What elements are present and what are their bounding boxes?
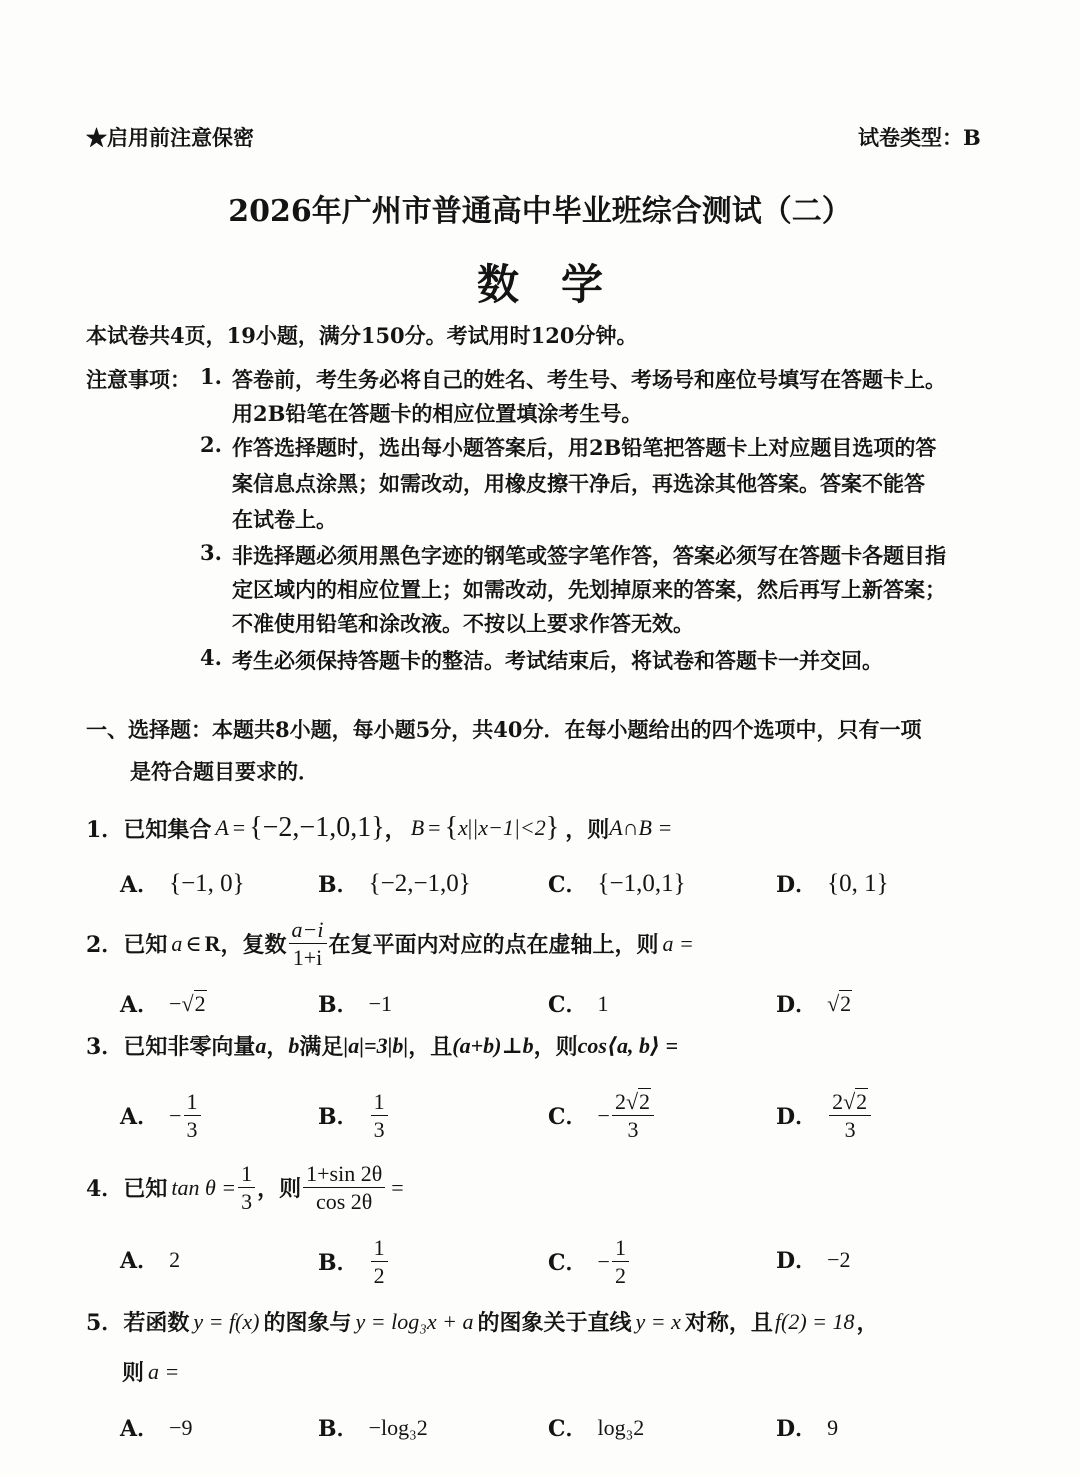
question-1-option-c[interactable] xyxy=(548,868,686,899)
equals-sign: = xyxy=(232,815,246,840)
variable-a: a xyxy=(171,930,183,956)
question-2-text-3: 在复平面内对应的点在虚轴上，则 xyxy=(328,932,659,959)
option-label: A． xyxy=(120,1248,160,1274)
question-5-then: 则 xyxy=(122,1360,145,1386)
question-5-text: 若函数 xyxy=(123,1310,190,1336)
symmetry-line: y = x xyxy=(635,1308,681,1334)
note-2-num: 2. xyxy=(200,432,222,457)
minus-sign: − xyxy=(169,990,182,1016)
note-4-num: 4. xyxy=(200,645,222,670)
option-value: {0, 1} xyxy=(827,869,889,897)
minus-sign: − xyxy=(597,1102,610,1128)
option-value: 1 xyxy=(597,990,609,1016)
set-b-close-brace: } xyxy=(545,812,560,843)
fraction-numerator: 1 xyxy=(184,1090,201,1116)
question-3-option-b[interactable] xyxy=(318,1090,390,1141)
fraction-denominator: 3 xyxy=(186,1117,198,1143)
note-2-line-1: 作答选择题时，选出每小题答案后，用2B铅笔把答题卡上对应题目选项的答 xyxy=(232,435,937,460)
question-2-expression: a = xyxy=(662,930,694,956)
note-3-line-2: 定区域内的相应位置上；如需改动，先划掉原来的答案，然后再写上新答案； xyxy=(232,577,946,602)
tan-value-fraction xyxy=(238,1162,255,1213)
minus-sign: − xyxy=(597,1248,610,1274)
question-3-text-3: ，且 xyxy=(408,1034,453,1060)
option-label: C． xyxy=(548,992,588,1018)
option-label: A． xyxy=(120,872,160,898)
option-label: B． xyxy=(318,1250,359,1277)
log-function: y = log₃x + a xyxy=(355,1308,474,1334)
radicand: 2 xyxy=(639,1089,651,1114)
trig-fraction xyxy=(303,1162,385,1213)
question-5-option-a[interactable] xyxy=(120,1412,193,1443)
option-label: D． xyxy=(776,1416,818,1442)
question-5 xyxy=(86,1306,879,1337)
option-label: C． xyxy=(548,872,588,898)
question-4 xyxy=(86,1162,404,1213)
option-value: {−2,−1,0} xyxy=(368,869,471,897)
option-fraction xyxy=(612,1236,629,1287)
question-2-option-b[interactable] xyxy=(318,988,392,1019)
option-label: D． xyxy=(776,1248,818,1274)
question-2-text-2: ，复数 xyxy=(220,932,287,959)
fraction-denominator: 2 xyxy=(614,1263,626,1289)
option-label: C． xyxy=(548,1250,588,1277)
option-fraction: $\frac{2√2}{3}$ xyxy=(612,1090,654,1141)
option-value: 9 xyxy=(827,1414,839,1440)
fraction-numerator: 1 xyxy=(371,1236,388,1262)
comma: ， xyxy=(384,816,407,843)
note-3-num: 3. xyxy=(200,540,222,565)
question-3-text-2: 满足 xyxy=(299,1034,344,1060)
question-3-text-4: ，则 xyxy=(533,1034,578,1060)
note-1-line-2: 用2B铅笔在答题卡的相应位置填涂考生号。 xyxy=(232,401,643,426)
question-5-option-c[interactable] xyxy=(548,1412,644,1443)
fraction-numerator: 1 xyxy=(612,1236,629,1262)
question-3-option-d[interactable] xyxy=(776,1090,873,1141)
set-a-value: {−2,−1,0,1} xyxy=(249,812,385,843)
fraction-denominator: 3 xyxy=(844,1117,856,1143)
real-numbers-symbol: R xyxy=(204,930,221,956)
intro-text: 本试卷共4页，19小题，满分150分。考试用时120分钟。 xyxy=(86,323,638,348)
function-value: f(2) = 18 xyxy=(774,1308,855,1334)
option-value: log₃2 xyxy=(597,1414,645,1440)
option-label: A． xyxy=(120,992,160,1018)
question-5-text-4: 对称，且 xyxy=(684,1310,773,1336)
question-3-option-a[interactable] xyxy=(120,1090,203,1141)
note-3-line-3: 不准使用铅笔和涂改液。不按以上要求作答无效。 xyxy=(232,611,694,636)
magnitude-condition: |a|=3|b| xyxy=(343,1032,409,1058)
coefficient: 2 xyxy=(832,1089,844,1114)
set-b-separator: | xyxy=(467,815,473,840)
question-4-option-b[interactable] xyxy=(318,1236,390,1287)
note-3-line-1: 非选择题必须用黑色字迹的钢笔或签字笔作答，答案必须写在答题卡各题目指 xyxy=(232,543,946,568)
note-2-line-3: 在试卷上。 xyxy=(232,507,337,532)
option-label: B． xyxy=(318,992,359,1018)
question-2 xyxy=(86,918,694,969)
question-2-option-a[interactable]: A． − √ 2 xyxy=(120,988,207,1019)
question-3-text: 已知非零向量 xyxy=(123,1034,256,1060)
set-b-open-brace: { xyxy=(444,812,459,843)
tan-expression: tan θ = xyxy=(171,1174,237,1200)
function-f: y = f(x) xyxy=(193,1308,260,1334)
fraction-numerator: a−i xyxy=(289,918,327,944)
question-4-option-a[interactable] xyxy=(120,1244,180,1275)
question-1-option-a[interactable] xyxy=(120,868,245,899)
set-b-variable: x xyxy=(458,815,468,840)
question-1-text: 已知集合 xyxy=(123,816,212,843)
option-fraction xyxy=(371,1236,388,1287)
question-4-number: 4． xyxy=(86,1176,124,1203)
set-b-symbol: B xyxy=(410,815,425,840)
fraction-denominator: 3 xyxy=(241,1189,253,1215)
section-1-line-2: 是符合题目要求的． xyxy=(130,759,319,784)
question-5-number: 5． xyxy=(86,1310,124,1336)
confidential-notice: ★启用前注意保密 xyxy=(86,125,254,150)
element-of-symbol: ∈ xyxy=(185,930,202,956)
fraction-denominator: 1+i xyxy=(292,945,323,971)
question-5-text-2: 的图象与 xyxy=(263,1310,352,1336)
complex-fraction xyxy=(289,918,327,969)
option-value: −1 xyxy=(368,990,393,1016)
question-5-option-d[interactable] xyxy=(776,1412,838,1443)
fraction-denominator: 3 xyxy=(373,1117,385,1143)
comma: ， xyxy=(266,1034,289,1060)
equals-sign: = xyxy=(391,1174,404,1200)
question-4-option-d[interactable] xyxy=(776,1244,851,1275)
option-label: D． xyxy=(776,992,818,1018)
section-1-line-1: 一、选择题：本题共8小题，每小题5分，共40分．在每小题给出的四个选项中，只有一项 xyxy=(86,717,922,742)
option-value: −log₃2 xyxy=(368,1414,428,1440)
option-label: C． xyxy=(548,1104,588,1131)
question-5-option-b[interactable] xyxy=(318,1412,428,1443)
option-fraction xyxy=(184,1090,201,1141)
question-3-number: 3． xyxy=(86,1034,124,1060)
fraction-denominator: 2 xyxy=(373,1263,385,1289)
question-1 xyxy=(86,812,672,844)
fraction-numerator: 1 xyxy=(238,1162,255,1188)
set-b-condition: |x−1|<2 xyxy=(472,815,546,840)
radicand: 2 xyxy=(856,1089,868,1114)
question-1-expression: A∩B = xyxy=(609,815,673,840)
paper-type: 试卷类型：B xyxy=(858,125,981,150)
coefficient: 2 xyxy=(614,1089,626,1114)
question-1-number: 1． xyxy=(86,816,124,843)
option-fraction xyxy=(371,1090,388,1141)
minus-sign: − xyxy=(169,1102,182,1128)
question-4-text: 已知 xyxy=(123,1176,168,1203)
option-label: B． xyxy=(318,1416,359,1442)
question-4-option-c[interactable] xyxy=(548,1236,631,1287)
note-1-num: 1. xyxy=(200,364,222,389)
set-a-symbol: A xyxy=(215,815,229,840)
question-3-expression: cos⟨a, b⟩ = xyxy=(577,1032,679,1058)
question-1-option-b[interactable] xyxy=(318,868,471,899)
fraction-numerator: 1+sin 2θ xyxy=(303,1162,385,1188)
perpendicular-condition: (a+b)⊥b xyxy=(452,1032,534,1058)
option-label: D． xyxy=(776,872,818,898)
question-1-then: ，则 xyxy=(565,816,610,843)
note-2-line-2: 案信息点涂黑；如需改动，用橡皮擦干净后，再选涂其他答案。答案不能答 xyxy=(232,471,925,496)
question-5-line-2 xyxy=(122,1356,179,1387)
question-2-option-d[interactable]: D． √ 2 xyxy=(776,988,852,1019)
option-value: −2 xyxy=(827,1246,851,1272)
question-4-text-2: ，则 xyxy=(257,1176,302,1203)
note-4-line-1: 考生必须保持答题卡的整洁。考试结束后，将试卷和答题卡一并交回。 xyxy=(232,648,883,673)
option-value: {−1,0,1} xyxy=(597,869,686,897)
exam-title: 2026年广州市普通高中毕业班综合测试（二） xyxy=(228,194,852,229)
option-label: A． xyxy=(120,1104,160,1131)
question-1-option-d[interactable] xyxy=(776,868,889,899)
vector-b: b xyxy=(288,1032,300,1058)
vector-a: a xyxy=(255,1032,267,1058)
notes-label: 注意事项： xyxy=(86,367,191,392)
comma: ， xyxy=(856,1310,879,1336)
subject-title: 数 学 xyxy=(476,260,603,309)
option-label: B． xyxy=(318,872,359,898)
radicand: 2 xyxy=(194,991,206,1016)
question-2-option-c[interactable] xyxy=(548,988,609,1019)
option-label: B． xyxy=(318,1104,359,1131)
question-5-expression: a = xyxy=(148,1358,180,1384)
question-2-text: 已知 xyxy=(123,932,168,959)
option-value: {−1, 0} xyxy=(169,869,245,897)
question-3 xyxy=(86,1030,678,1061)
question-2-number: 2． xyxy=(86,932,124,959)
equals-sign: = xyxy=(428,815,441,840)
question-5-text-3: 的图象关于直线 xyxy=(477,1310,632,1336)
note-1-line-1: 答卷前，考生务必将自己的姓名、考生号、考场号和座位号填写在答题卡上。 xyxy=(232,367,946,392)
option-fraction: $\frac{2√2}{3}$ xyxy=(829,1090,871,1141)
option-label: D． xyxy=(776,1104,818,1131)
option-value: −9 xyxy=(169,1414,193,1440)
fraction-denominator: 3 xyxy=(627,1117,639,1143)
radicand: 2 xyxy=(840,991,852,1016)
option-label: C． xyxy=(548,1416,588,1442)
fraction-denominator: cos 2θ xyxy=(315,1189,373,1215)
question-3-option-c[interactable] xyxy=(548,1090,656,1141)
option-value: 2 xyxy=(169,1246,181,1272)
option-label: A． xyxy=(120,1416,160,1442)
fraction-numerator: 1 xyxy=(371,1090,388,1116)
